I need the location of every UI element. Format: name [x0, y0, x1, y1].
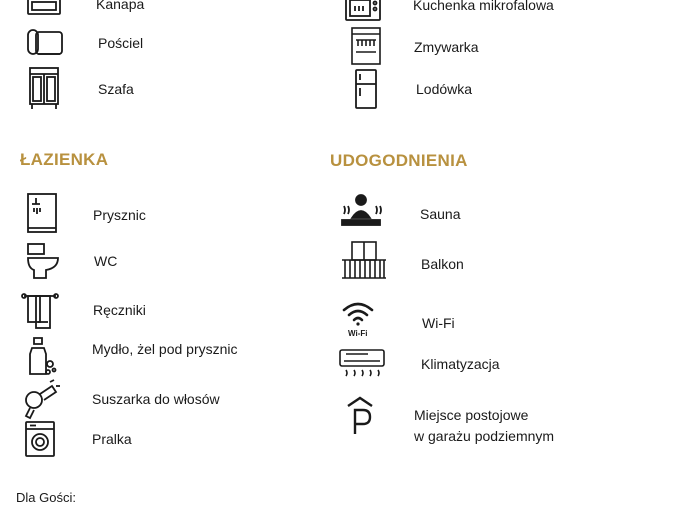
towels-icon: [20, 288, 60, 332]
label-wifi: Wi-Fi: [422, 315, 455, 331]
label-soap: Mydło, żel pod prysznic: [92, 341, 238, 357]
wifi-icon-caption: Wi-Fi: [348, 329, 368, 338]
toilet-icon: [22, 240, 62, 284]
wardrobe-icon: [24, 66, 64, 110]
label-hair-dryer: Suszarka do włosów: [92, 391, 220, 407]
label-sauna: Sauna: [420, 206, 461, 222]
balcony-icon: [340, 240, 388, 284]
soap-bottle-icon: [20, 334, 60, 378]
sauna-icon: [338, 192, 384, 236]
label-sofa: Kanapa: [96, 0, 145, 12]
label-towels: Ręczniki: [93, 302, 146, 318]
label-microwave: Kuchenka mikrofalowa: [413, 0, 554, 13]
heading-bathroom: ŁAZIENKA: [20, 150, 109, 169]
label-washing-machine: Pralka: [92, 431, 132, 447]
label-pillows: Pościel: [98, 35, 144, 51]
footer-text: Dla Gości:: [16, 490, 76, 505]
label-dishwasher: Zmywarka: [414, 39, 479, 55]
label-fridge: Lodówka: [416, 81, 473, 97]
label-air-conditioning: Klimatyzacja: [421, 356, 500, 372]
label-parking: Miejsce postojowe w garażu podziemnym: [414, 407, 555, 444]
dishwasher-icon: [346, 24, 386, 68]
shower-icon: [22, 192, 62, 236]
washing-machine-icon: [20, 418, 60, 462]
air-conditioner-icon: [338, 344, 386, 388]
label-toilet: WC: [94, 253, 118, 269]
hair-dryer-icon: [20, 378, 60, 422]
fridge-icon: [346, 66, 386, 110]
parking-icon: [340, 394, 380, 438]
pillows-icon: [24, 22, 64, 66]
heading-amenities: UDOGODNIENIA: [330, 151, 468, 170]
label-wardrobe: Szafa: [98, 81, 134, 97]
label-shower: Prysznic: [93, 207, 146, 223]
label-balcony: Balkon: [421, 256, 464, 272]
